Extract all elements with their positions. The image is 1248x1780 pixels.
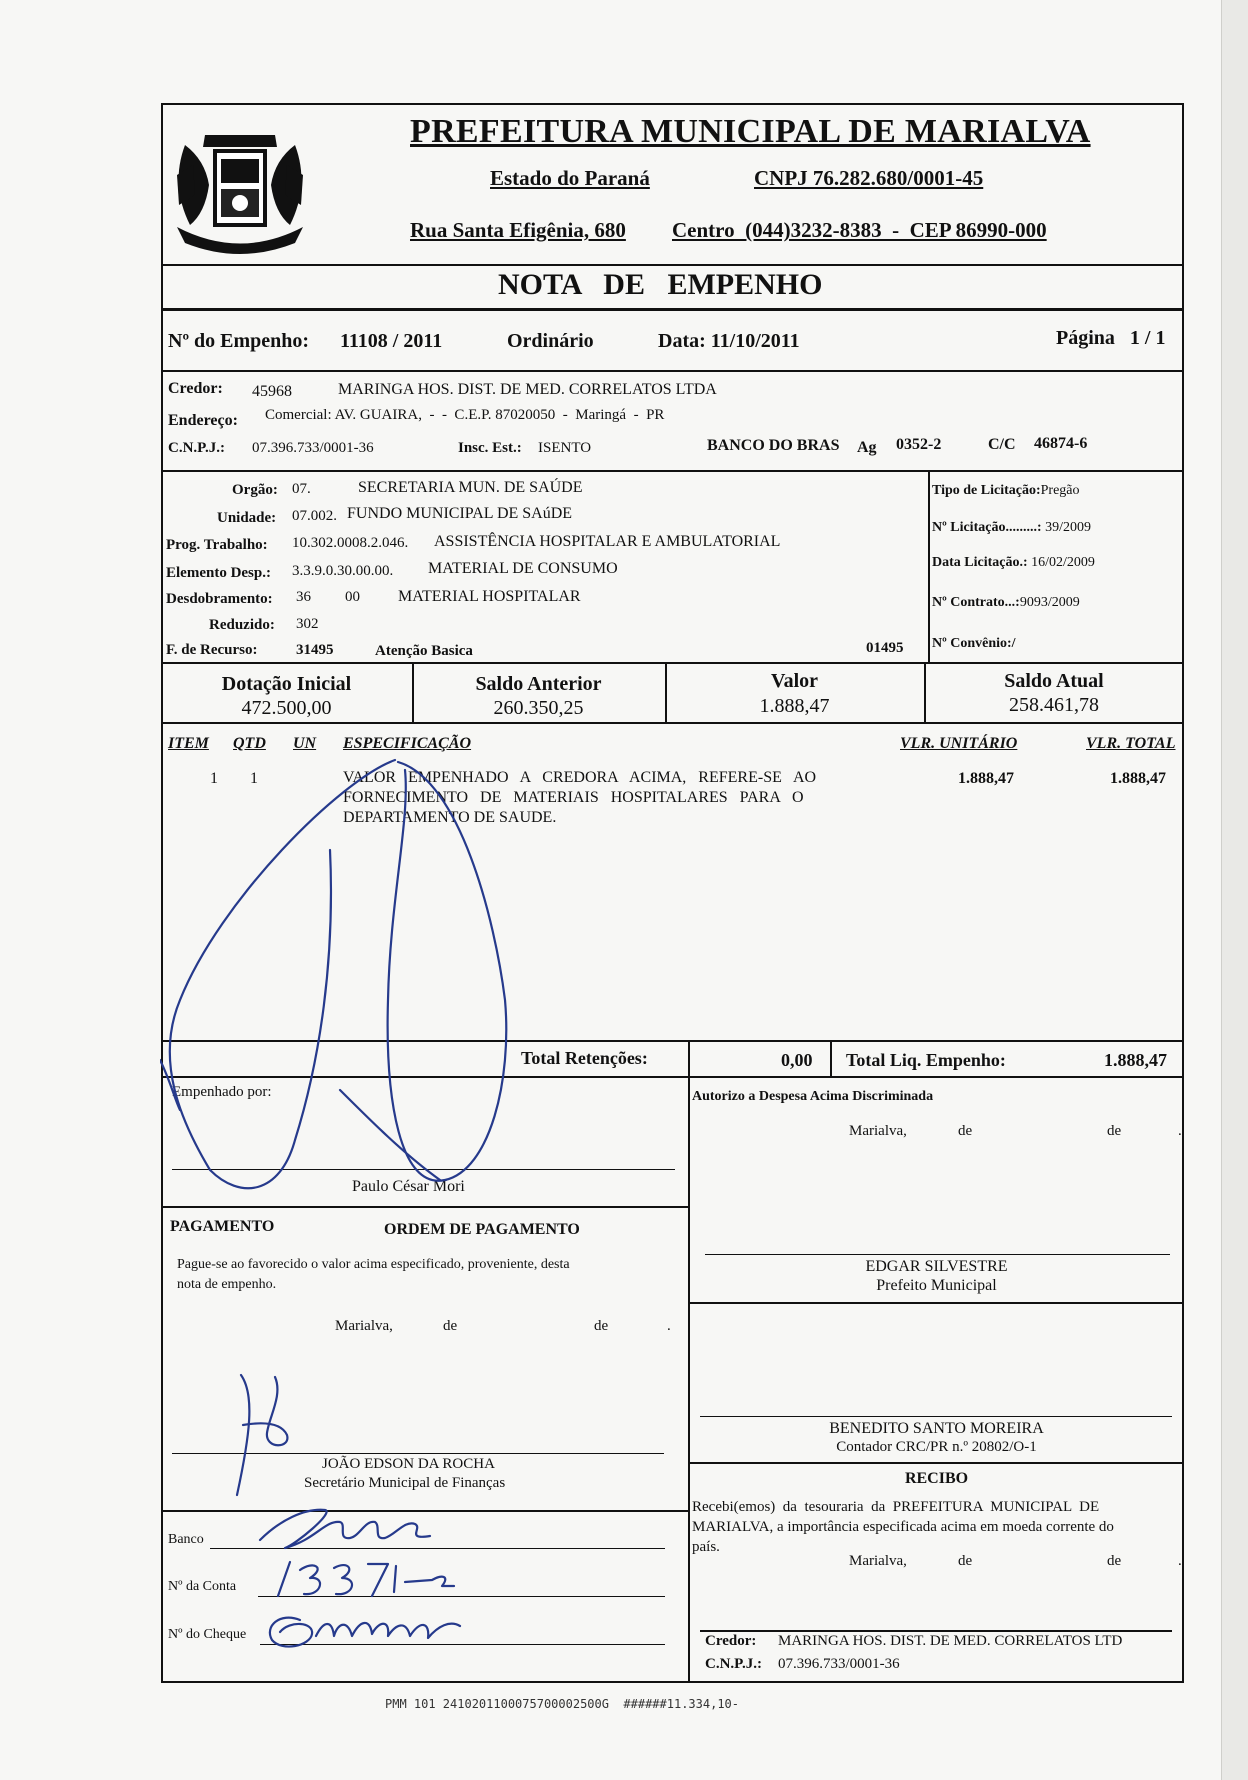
autorizo-de: de — [958, 1123, 973, 1139]
liquido-label: Total Liq. Empenho: — [846, 1050, 1006, 1070]
handwritten-initials — [225, 1365, 305, 1505]
col-un: UN — [293, 735, 317, 752]
payment-period: . — [667, 1318, 671, 1334]
row-spec-line-2: FORNECIMENTO DE MATERIAIS HOSPITALARES PARA O — [343, 789, 804, 806]
contrato-value: 9093/2009 — [1019, 595, 1080, 610]
recibo-cnpj-label: C.N.P.J.: — [705, 1656, 762, 1672]
pague-text-2: nota de empenho. — [177, 1277, 277, 1292]
divider — [688, 1076, 690, 1683]
autorizo-place: Marialva, — [849, 1123, 907, 1139]
contrato-label: Nº Contrato...:9093/2009 — [932, 595, 1080, 610]
prog-code: 10.302.0008.2.046. — [292, 535, 409, 551]
reduzido-label: Reduzido: — [209, 617, 275, 633]
dotacao-label: Dotação Inicial — [221, 673, 352, 695]
prog-label: Prog. Trabalho: — [166, 537, 268, 553]
recibo-text-3: país. — [692, 1539, 720, 1555]
coat-of-arms-emblem — [165, 125, 315, 260]
recibo-text-1: Recebi(emos) da tesouraria da PREFEITURA MUNICIPAL DE — [692, 1499, 1100, 1515]
financas-name: JOÃO EDSON DA ROCHA — [322, 1456, 495, 1472]
unidade-label: Unidade: — [217, 510, 277, 526]
tipo-licitacao-label: Tipo de Licitação:Pregão — [932, 483, 1080, 498]
licitacao-date-label: Data Licitação.: 16/02/2009 — [932, 555, 1095, 570]
divider — [688, 1462, 1184, 1464]
row-spec-line-3: DEPARTAMENTO DE SAUDE. — [343, 809, 557, 826]
autorizo-period: . — [1178, 1123, 1182, 1139]
divider — [830, 1040, 832, 1076]
paper-edge — [1221, 0, 1248, 1780]
divider — [688, 1040, 690, 1076]
empenho-number: 11108 / 2011 — [340, 330, 443, 352]
payment-place: Marialva, — [335, 1318, 393, 1334]
recibo-title: RECIBO — [904, 1470, 969, 1487]
elemento-code: 3.3.9.0.30.00.00. — [292, 563, 394, 579]
page-number: Página 1 / 1 — [1056, 327, 1166, 349]
desdobramento-label: Desdobramento: — [166, 591, 273, 607]
divider — [161, 264, 1184, 266]
recibo-cnpj: 07.396.733/0001-36 — [778, 1656, 900, 1672]
divider — [928, 470, 930, 662]
divider — [688, 1302, 1184, 1304]
row-spec-line-1: VALOR EMPENHADO A CREDORA ACIMA, REFERE-SE AO — [343, 769, 817, 786]
pague-text-1: Pague-se ao favorecido o valor acima especificado, proveniente, desta — [177, 1257, 570, 1272]
credor-ie: ISENTO — [538, 440, 592, 456]
col-especificacao: ESPECIFICAÇÃO — [343, 735, 472, 752]
recurso-code: 31495 — [296, 642, 334, 658]
retencoes-value: 0,00 — [781, 1050, 813, 1070]
empenhado-por-label: Empenhado por: — [172, 1084, 272, 1100]
document-title: NOTA DE EMPENHO — [498, 268, 823, 301]
account-number: 46874-6 — [1034, 435, 1088, 452]
unidade-name: FUNDO MUNICIPAL DE SAúDE — [347, 505, 573, 522]
dotacao-value: 472.500,00 — [241, 697, 332, 719]
recibo-place: Marialva, — [849, 1553, 907, 1569]
signature-line — [705, 1254, 1170, 1255]
state-label: Estado do Paraná — [490, 166, 650, 190]
cheque-label: Nº do Cheque — [168, 1627, 247, 1642]
address-label: Endereço: — [168, 412, 238, 429]
orgao-name: SECRETARIA MUN. DE SAÚDE — [358, 479, 583, 496]
divider — [161, 470, 1184, 472]
col-vlr-unitario: VLR. UNITÁRIO — [900, 735, 1018, 752]
credor-name: MARINGA HOS. DIST. DE MED. CORRELATOS LTDA — [338, 381, 717, 398]
agency-label: Ag — [857, 439, 877, 456]
retencoes-label: Total Retenções: — [521, 1048, 648, 1068]
prog-name: ASSISTÊNCIA HOSPITALAR E AMBULATORIAL — [434, 533, 781, 550]
row-qtd: 1 — [250, 770, 258, 787]
ordem-pagamento-label: ORDEM DE PAGAMENTO — [384, 1221, 580, 1238]
saldo-atual-label: Saldo Atual — [1004, 670, 1104, 692]
col-qtd: QTD — [233, 735, 266, 752]
orgao-label: Orgão: — [232, 482, 278, 498]
empenho-number-label: Nº do Empenho: — [168, 330, 310, 352]
desdobramento-sub: 00 — [345, 589, 360, 605]
credor-cnpj: 07.396.733/0001-36 — [252, 440, 374, 456]
agency-number: 0352-2 — [896, 436, 942, 453]
reduzido-value: 302 — [296, 616, 319, 632]
desdobramento-name: MATERIAL HOSPITALAR — [398, 588, 581, 605]
valor-value: 1.888,47 — [759, 695, 830, 717]
empenho-date: Data: 11/10/2011 — [658, 330, 800, 352]
licitacao-date-value: 16/02/2009 — [1031, 555, 1095, 570]
signature-line — [700, 1416, 1172, 1417]
recurso-right-code: 01495 — [866, 640, 904, 656]
recurso-name: Atenção Basica — [375, 643, 473, 659]
convenio-label: Nº Convênio:/ — [932, 636, 1016, 651]
saldo-atual-value: 258.461,78 — [1009, 694, 1099, 716]
org-cnpj: CNPJ 76.282.680/0001-45 — [754, 166, 984, 190]
elemento-name: MATERIAL DE CONSUMO — [428, 560, 618, 577]
banco-label: Banco — [168, 1532, 204, 1547]
recibo-de: de — [1107, 1553, 1122, 1569]
recibo-period: . — [1178, 1553, 1182, 1569]
empenho-type: Ordinário — [507, 330, 594, 352]
orgao-code: 07. — [292, 481, 311, 497]
divider — [161, 370, 1184, 372]
payment-de: de — [594, 1318, 609, 1334]
recurso-label: F. de Recurso: — [166, 642, 258, 658]
handwritten-account-number — [270, 1556, 460, 1604]
ie-label: Insc. Est.: — [458, 440, 522, 456]
org-contact: Centro (044)3232-8383 - CEP 86990-000 — [672, 218, 1047, 242]
org-address: Rua Santa Efigênia, 680 — [410, 218, 626, 242]
saldo-anterior-value: 260.350,25 — [493, 697, 584, 719]
divider — [161, 662, 1184, 664]
divider — [161, 308, 1184, 311]
pagamento-label: PAGAMENTO — [170, 1218, 275, 1235]
row-total-value: 1.888,47 — [1110, 770, 1166, 787]
credor-label: Credor: — [168, 380, 223, 397]
liquido-value: 1.888,47 — [1104, 1050, 1167, 1070]
unidade-code: 07.002. — [292, 508, 337, 524]
row-item: 1 — [210, 770, 218, 787]
mayor-name: EDGAR SILVESTRE — [865, 1258, 1008, 1275]
elemento-label: Elemento Desp.: — [166, 565, 271, 581]
financas-role: Secretário Municipal de Finanças — [304, 1475, 506, 1491]
org-title: PREFEITURA MUNICIPAL DE MARIALVA — [410, 113, 1091, 150]
licitacao-number-value: 39/2009 — [1045, 520, 1091, 535]
recibo-credor-label: Credor: — [705, 1633, 757, 1649]
recibo-de: de — [958, 1553, 973, 1569]
autorizo-de: de — [1107, 1123, 1122, 1139]
accountant-name: BENEDITO SANTO MOREIRA — [829, 1420, 1044, 1437]
licitacao-number-label: Nº Licitação.........: 39/2009 — [932, 520, 1091, 535]
conta-label: Nº da Conta — [168, 1579, 237, 1594]
mayor-role: Prefeito Municipal — [876, 1277, 997, 1294]
saldo-anterior-label: Saldo Anterior — [475, 673, 602, 695]
handwritten-signature-large — [160, 700, 520, 1200]
empenhado-por-name: Paulo César Mori — [352, 1178, 465, 1195]
handwritten-bank-name — [255, 1500, 445, 1555]
footer-code: PMM 101 2410201100075700002500G ######11.334,10- — [385, 1697, 740, 1711]
autorizo-label: Autorizo a Despesa Acima Discriminada — [692, 1089, 934, 1104]
divider — [161, 1206, 688, 1208]
desdobramento-code: 36 — [296, 589, 311, 605]
divider — [700, 1630, 1172, 1632]
cnpj-label: C.N.P.J.: — [168, 440, 225, 456]
account-label: C/C — [988, 436, 1016, 453]
recibo-credor-name: MARINGA HOS. DIST. DE MED. CORRELATOS LTD — [778, 1633, 1123, 1649]
col-item: ITEM — [168, 735, 209, 752]
recibo-text-2: MARIALVA, a importância especificada acima em moeda corrente do — [692, 1519, 1114, 1535]
valor-label: Valor — [770, 670, 819, 692]
bank-name: BANCO DO BRAS — [707, 437, 840, 454]
tipo-licitacao-value: Pregão — [1040, 483, 1080, 498]
handwritten-cheque-number — [260, 1606, 480, 1656]
accountant-role: Contador CRC/PR n.º 20802/O-1 — [836, 1439, 1037, 1455]
payment-de: de — [443, 1318, 458, 1334]
row-unit-value: 1.888,47 — [958, 770, 1014, 787]
credor-address: Comercial: AV. GUAIRA, - - C.E.P. 87020050 - Maringá - PR — [265, 407, 665, 423]
credor-code: 45968 — [252, 383, 292, 400]
col-vlr-total: VLR. TOTAL — [1086, 735, 1176, 752]
